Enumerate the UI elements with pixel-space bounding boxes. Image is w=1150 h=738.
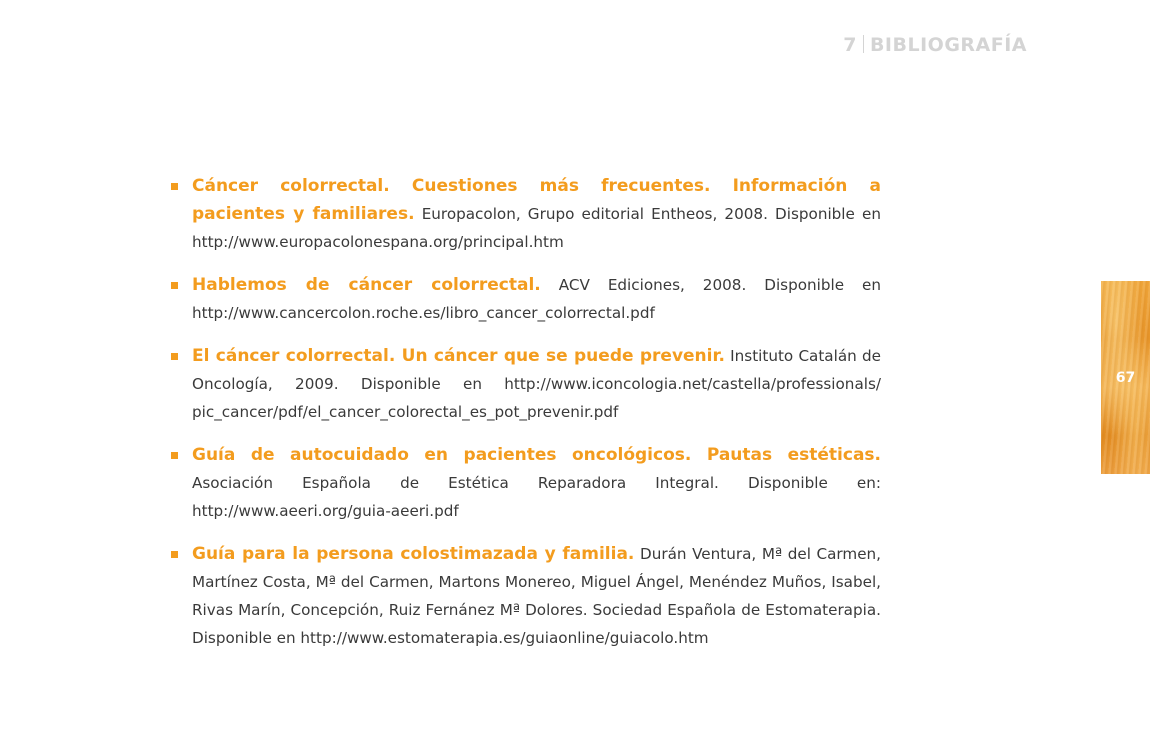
entry-title: Guía para la persona colostimazada y familia. [192, 544, 635, 564]
bibliography-entry [169, 342, 881, 426]
header-separator [863, 35, 864, 53]
entry-title: Hablemos de cáncer colorrectal. [192, 275, 541, 295]
entry-text: Instituto Catalán de Oncología, 2009. Disponible en http://www.iconcologia.net/castella/professionals/ pic_cancer/pdf/el_cancer_colorectal_es_pot_prevenir.pdf [192, 347, 882, 421]
bibliography-entry [169, 540, 881, 652]
bullet-square-icon [171, 452, 178, 459]
entry-text: Asociación Española de Estética Reparadora Integral. Disponible en: http://www.aeeri.org/guia-aeeri.pdf [192, 474, 881, 520]
entry-title: Guía de autocuidado en pacientes oncológicos. Pautas estéticas. [192, 445, 881, 465]
bullet-square-icon [171, 551, 178, 558]
page-number: 67 [1115, 370, 1136, 386]
entry-text: Durán Ventura, Mª del Carmen, Martínez Costa, Mª del Carmen, Martons Monereo, Miguel Ángel, Menéndez Muños, Isabel, Rivas Marín, Concepción, Ruiz Fernánez Mª Dolores. Sociedad Española de Estomaterapia. Disponible en http://www.estomaterapia.es/guiaonline/guiacolo.htm [192, 545, 882, 647]
entry-title: El cáncer colorrectal. Un cáncer que se puede prevenir. [192, 346, 725, 366]
entry-text: Europacolon, Grupo editorial Entheos, 2008. Disponible en http://www.europacolonespana.org/principal.htm [192, 205, 881, 251]
entry-title: Cáncer colorrectal. Cuestiones más frecuentes. Información a pacientes y familiares. [192, 176, 881, 224]
bullet-square-icon [171, 183, 178, 190]
bullet-square-icon [171, 353, 178, 360]
bibliography-list [169, 172, 881, 667]
bibliography-entry [169, 172, 881, 256]
entry-text: ACV Ediciones, 2008. Disponible en http://www.cancercolon.roche.es/libro_cancer_colorrectal.pdf [192, 276, 881, 322]
page-number-tab [1101, 281, 1150, 474]
bibliography-entry [169, 441, 881, 525]
chapter-header [843, 34, 1027, 56]
bullet-square-icon [171, 282, 178, 289]
chapter-number: 7 [843, 34, 857, 56]
chapter-title: BIBLIOGRAFÍA [869, 34, 1027, 56]
bibliography-entry [169, 271, 881, 327]
